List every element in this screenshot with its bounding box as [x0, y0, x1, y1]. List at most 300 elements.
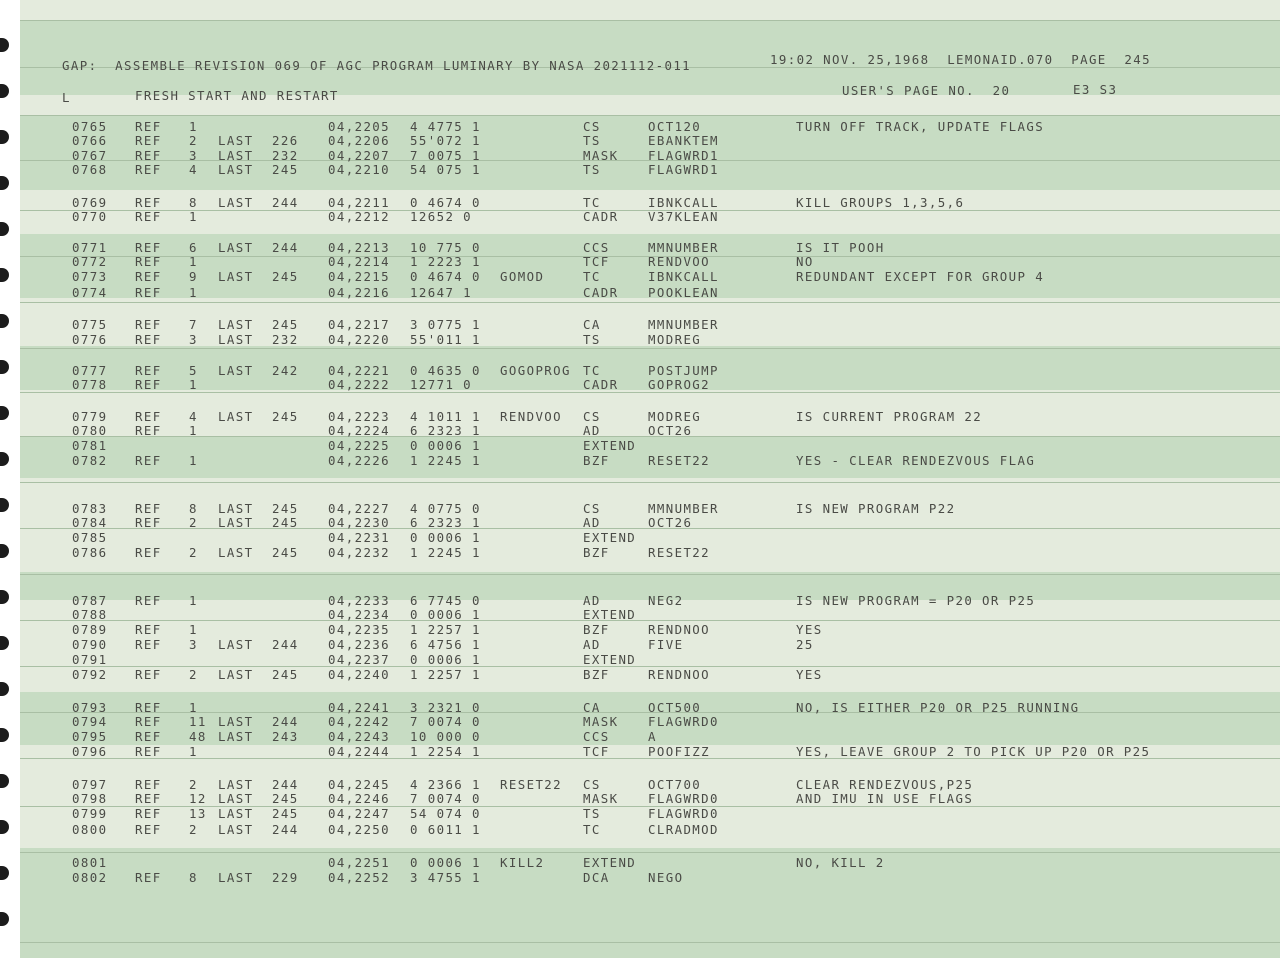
last-flag: LAST: [218, 332, 254, 347]
operand: POSTJUMP: [648, 363, 719, 378]
paper-rule: [20, 20, 1280, 21]
ref-count: 11: [189, 714, 207, 729]
paper-rule: [20, 574, 1280, 575]
line-number: 0774: [72, 285, 108, 300]
feed-hole: [0, 452, 9, 466]
code-label: GOMOD: [500, 269, 545, 284]
opcode: DCA: [583, 870, 610, 885]
line-number: 0789: [72, 622, 108, 637]
operand: MMNUMBER: [648, 501, 719, 516]
line-number: 0777: [72, 363, 108, 378]
address: 04,2213: [328, 240, 391, 255]
feed-hole: [0, 84, 9, 98]
address: 04,2223: [328, 409, 391, 424]
ref-flag: REF: [135, 148, 162, 163]
line-number: 0787: [72, 593, 108, 608]
line-number: 0769: [72, 195, 108, 210]
address: 04,2241: [328, 700, 391, 715]
ref-flag: REF: [135, 269, 162, 284]
address: 04,2244: [328, 744, 391, 759]
octal-word: 1 2245 1: [410, 453, 481, 468]
operand: POOFIZZ: [648, 744, 711, 759]
opcode: CS: [583, 409, 601, 424]
line-number: 0795: [72, 729, 108, 744]
ref-flag: REF: [135, 363, 162, 378]
last-page: 243: [272, 729, 299, 744]
octal-word: 0 0006 1: [410, 855, 481, 870]
last-flag: LAST: [218, 240, 254, 255]
feed-hole: [0, 866, 9, 880]
opcode: TCF: [583, 744, 610, 759]
line-number: 0783: [72, 501, 108, 516]
address: 04,2207: [328, 148, 391, 163]
operand: MMNUMBER: [648, 240, 719, 255]
ref-flag: REF: [135, 637, 162, 652]
ref-flag: REF: [135, 453, 162, 468]
operand: OCT500: [648, 700, 702, 715]
last-flag: LAST: [218, 822, 254, 837]
comment: TURN OFF TRACK, UPDATE FLAGS: [796, 119, 1045, 134]
line-number: 0796: [72, 744, 108, 759]
ref-count: 8: [189, 501, 198, 516]
ref-count: 7: [189, 317, 198, 332]
octal-word: 12647 1: [410, 285, 473, 300]
line-number: 0775: [72, 317, 108, 332]
address: 04,2232: [328, 545, 391, 560]
last-page: 244: [272, 637, 299, 652]
address: 04,2216: [328, 285, 391, 300]
operand: IBNKCALL: [648, 195, 719, 210]
octal-word: 7 0074 0: [410, 791, 481, 806]
ref-count: 1: [189, 423, 198, 438]
operand: NEGO: [648, 870, 684, 885]
octal-word: 3 4755 1: [410, 870, 481, 885]
last-page: 245: [272, 667, 299, 682]
last-page: 245: [272, 545, 299, 560]
address: 04,2225: [328, 438, 391, 453]
ref-flag: REF: [135, 515, 162, 530]
address: 04,2214: [328, 254, 391, 269]
opcode: AD: [583, 515, 601, 530]
ref-flag: REF: [135, 240, 162, 255]
line-number: 0785: [72, 530, 108, 545]
last-page: 242: [272, 363, 299, 378]
ref-flag: REF: [135, 622, 162, 637]
line-number: 0766: [72, 133, 108, 148]
comment: NO, KILL 2: [796, 855, 885, 870]
last-page: 226: [272, 133, 299, 148]
listing-marker: L: [62, 90, 71, 105]
opcode: CA: [583, 700, 601, 715]
last-page: 245: [272, 515, 299, 530]
opcode: CCS: [583, 729, 610, 744]
ref-flag: REF: [135, 667, 162, 682]
octal-word: 10 775 0: [410, 240, 481, 255]
opcode: EXTEND: [583, 855, 637, 870]
address: 04,2224: [328, 423, 391, 438]
line-number: 0781: [72, 438, 108, 453]
last-page: 245: [272, 806, 299, 821]
ref-flag: REF: [135, 744, 162, 759]
operand: GOPROG2: [648, 377, 711, 392]
last-flag: LAST: [218, 729, 254, 744]
operand: CLRADMOD: [648, 822, 719, 837]
feed-hole: [0, 590, 9, 604]
ref-count: 1: [189, 453, 198, 468]
ref-count: 1: [189, 285, 198, 300]
address: 04,2245: [328, 777, 391, 792]
ref-flag: REF: [135, 545, 162, 560]
last-flag: LAST: [218, 162, 254, 177]
opcode: CCS: [583, 240, 610, 255]
octal-word: 4 1011 1: [410, 409, 481, 424]
operand: NEG2: [648, 593, 684, 608]
paper-rule: [20, 348, 1280, 349]
opcode: MASK: [583, 148, 619, 163]
line-number: 0797: [72, 777, 108, 792]
opcode: TCF: [583, 254, 610, 269]
octal-word: 3 0775 1: [410, 317, 481, 332]
last-flag: LAST: [218, 269, 254, 284]
address: 04,2217: [328, 317, 391, 332]
octal-word: 7 0075 1: [410, 148, 481, 163]
paper-rule: [20, 392, 1280, 393]
last-flag: LAST: [218, 667, 254, 682]
ref-count: 1: [189, 254, 198, 269]
ref-count: 2: [189, 667, 198, 682]
operand: IBNKCALL: [648, 269, 719, 284]
operand: RESET22: [648, 545, 711, 560]
address: 04,2240: [328, 667, 391, 682]
operand: FLAGWRD1: [648, 148, 719, 163]
line-number: 0800: [72, 822, 108, 837]
address: 04,2236: [328, 637, 391, 652]
ref-flag: REF: [135, 209, 162, 224]
opcode: BZF: [583, 667, 610, 682]
octal-word: 4 4775 1: [410, 119, 481, 134]
line-number: 0801: [72, 855, 108, 870]
operand: OCT120: [648, 119, 702, 134]
ref-count: 12: [189, 791, 207, 806]
last-page: 244: [272, 777, 299, 792]
ref-count: 13: [189, 806, 207, 821]
octal-word: 4 2366 1: [410, 777, 481, 792]
octal-word: 7 0074 0: [410, 714, 481, 729]
ref-flag: REF: [135, 822, 162, 837]
last-page: 244: [272, 195, 299, 210]
opcode: CADR: [583, 209, 619, 224]
octal-word: 55'011 1: [410, 332, 481, 347]
line-number: 0792: [72, 667, 108, 682]
last-flag: LAST: [218, 545, 254, 560]
ref-flag: REF: [135, 593, 162, 608]
line-number: 0767: [72, 148, 108, 163]
line-number: 0788: [72, 607, 108, 622]
ref-flag: REF: [135, 700, 162, 715]
address: 04,2206: [328, 133, 391, 148]
operand: OCT700: [648, 777, 702, 792]
octal-word: 12652 0: [410, 209, 473, 224]
address: 04,2235: [328, 622, 391, 637]
feed-hole: [0, 406, 9, 420]
operand: OCT26: [648, 423, 693, 438]
line-number: 0776: [72, 332, 108, 347]
line-number: 0773: [72, 269, 108, 284]
address: 04,2227: [328, 501, 391, 516]
opcode: EXTEND: [583, 530, 637, 545]
feed-hole: [0, 38, 9, 52]
ref-flag: REF: [135, 729, 162, 744]
comment: YES: [796, 622, 823, 637]
operand: RENDVOO: [648, 254, 711, 269]
line-number: 0802: [72, 870, 108, 885]
octal-word: 0 4635 0: [410, 363, 481, 378]
address: 04,2247: [328, 806, 391, 821]
address: 04,2211: [328, 195, 391, 210]
comment: YES: [796, 667, 823, 682]
opcode: CADR: [583, 285, 619, 300]
ref-count: 2: [189, 822, 198, 837]
ref-flag: REF: [135, 195, 162, 210]
comment: IS NEW PROGRAM P22: [796, 501, 956, 516]
feed-hole: [0, 636, 9, 650]
ref-flag: REF: [135, 501, 162, 516]
ref-count: 2: [189, 545, 198, 560]
feed-hole: [0, 314, 9, 328]
opcode: CS: [583, 777, 601, 792]
comment: KILL GROUPS 1,3,5,6: [796, 195, 965, 210]
opcode: CADR: [583, 377, 619, 392]
ref-flag: REF: [135, 119, 162, 134]
last-page: 232: [272, 332, 299, 347]
octal-word: 0 4674 0: [410, 195, 481, 210]
opcode: TC: [583, 363, 601, 378]
address: 04,2252: [328, 870, 391, 885]
ref-count: 1: [189, 593, 198, 608]
ref-count: 8: [189, 870, 198, 885]
line-number: 0768: [72, 162, 108, 177]
line-number: 0794: [72, 714, 108, 729]
address: 04,2250: [328, 822, 391, 837]
comment: CLEAR RENDEZVOUS,P25: [796, 777, 974, 792]
last-flag: LAST: [218, 777, 254, 792]
last-flag: LAST: [218, 714, 254, 729]
ref-count: 2: [189, 133, 198, 148]
ref-count: 5: [189, 363, 198, 378]
ref-flag: REF: [135, 777, 162, 792]
ref-flag: REF: [135, 285, 162, 300]
opcode: AD: [583, 593, 601, 608]
octal-word: 6 4756 1: [410, 637, 481, 652]
octal-word: 0 4674 0: [410, 269, 481, 284]
operand: MMNUMBER: [648, 317, 719, 332]
address: 04,2237: [328, 652, 391, 667]
octal-word: 0 0006 1: [410, 530, 481, 545]
paper-rule: [20, 302, 1280, 303]
ref-flag: REF: [135, 423, 162, 438]
octal-word: 0 0006 1: [410, 607, 481, 622]
last-flag: LAST: [218, 637, 254, 652]
operand: RENDNOO: [648, 622, 711, 637]
paper-rule: [20, 620, 1280, 621]
section-title: FRESH START AND RESTART: [135, 88, 339, 103]
octal-word: 1 2254 1: [410, 744, 481, 759]
paper-rule: [20, 852, 1280, 853]
ref-count: 3: [189, 637, 198, 652]
octal-word: 0 0006 1: [410, 652, 481, 667]
operand: POOKLEAN: [648, 285, 719, 300]
last-flag: LAST: [218, 409, 254, 424]
ref-count: 1: [189, 622, 198, 637]
comment: REDUNDANT EXCEPT FOR GROUP 4: [796, 269, 1045, 284]
address: 04,2215: [328, 269, 391, 284]
ref-flag: REF: [135, 409, 162, 424]
feed-hole: [0, 682, 9, 696]
feed-hole: [0, 268, 9, 282]
octal-word: 0 0006 1: [410, 438, 481, 453]
address: 04,2220: [328, 332, 391, 347]
address: 04,2205: [328, 119, 391, 134]
comment: NO, IS EITHER P20 OR P25 RUNNING: [796, 700, 1080, 715]
operand: MODREG: [648, 332, 702, 347]
last-flag: LAST: [218, 515, 254, 530]
octal-word: 1 2223 1: [410, 254, 481, 269]
last-page: 245: [272, 317, 299, 332]
operand: FIVE: [648, 637, 684, 652]
operand: FLAGWRD0: [648, 714, 719, 729]
operand: A: [648, 729, 657, 744]
paper-rule: [20, 482, 1280, 483]
line-number: 0782: [72, 453, 108, 468]
code-label: RESET22: [500, 777, 563, 792]
operand: FLAGWRD1: [648, 162, 719, 177]
opcode: CS: [583, 501, 601, 516]
address: 04,2246: [328, 791, 391, 806]
feed-hole: [0, 728, 9, 742]
address: 04,2234: [328, 607, 391, 622]
opcode: MASK: [583, 791, 619, 806]
feed-hole: [0, 774, 9, 788]
last-flag: LAST: [218, 148, 254, 163]
last-page: 244: [272, 240, 299, 255]
last-flag: LAST: [218, 791, 254, 806]
ref-count: 1: [189, 119, 198, 134]
last-flag: LAST: [218, 195, 254, 210]
code-label: KILL2: [500, 855, 545, 870]
octal-word: 6 2323 1: [410, 423, 481, 438]
ref-count: 1: [189, 209, 198, 224]
ref-count: 3: [189, 148, 198, 163]
opcode: TS: [583, 162, 601, 177]
operand: FLAGWRD0: [648, 806, 719, 821]
comment: IS CURRENT PROGRAM 22: [796, 409, 983, 424]
operand: RESET22: [648, 453, 711, 468]
opcode: TC: [583, 269, 601, 284]
feed-hole: [0, 130, 9, 144]
operand: EBANKTEM: [648, 133, 719, 148]
opcode: TS: [583, 806, 601, 821]
octal-word: 1 2257 1: [410, 622, 481, 637]
opcode: EXTEND: [583, 652, 637, 667]
last-flag: LAST: [218, 870, 254, 885]
last-page: 245: [272, 269, 299, 284]
octal-word: 1 2245 1: [410, 545, 481, 560]
octal-word: 54 075 1: [410, 162, 481, 177]
last-page: 244: [272, 822, 299, 837]
line-number: 0798: [72, 791, 108, 806]
line-number: 0791: [72, 652, 108, 667]
opcode: AD: [583, 423, 601, 438]
last-page: 245: [272, 791, 299, 806]
feed-hole: [0, 176, 9, 190]
address: 04,2212: [328, 209, 391, 224]
ref-count: 4: [189, 162, 198, 177]
operand: FLAGWRD0: [648, 791, 719, 806]
line-number: 0790: [72, 637, 108, 652]
last-flag: LAST: [218, 806, 254, 821]
comment: NO: [796, 254, 814, 269]
octal-word: 12771 0: [410, 377, 473, 392]
line-number: 0771: [72, 240, 108, 255]
ref-flag: REF: [135, 377, 162, 392]
last-flag: LAST: [218, 363, 254, 378]
last-page: 245: [272, 501, 299, 516]
address: 04,2251: [328, 855, 391, 870]
feed-hole: [0, 360, 9, 374]
address: 04,2243: [328, 729, 391, 744]
line-number: 0799: [72, 806, 108, 821]
operand: MODREG: [648, 409, 702, 424]
line-number: 0780: [72, 423, 108, 438]
ref-count: 1: [189, 700, 198, 715]
paper-rule: [20, 942, 1280, 943]
feed-hole: [0, 912, 9, 926]
address: 04,2233: [328, 593, 391, 608]
address: 04,2226: [328, 453, 391, 468]
opcode: BZF: [583, 622, 610, 637]
address: 04,2210: [328, 162, 391, 177]
feed-hole: [0, 820, 9, 834]
line-number: 0772: [72, 254, 108, 269]
ref-flag: REF: [135, 133, 162, 148]
address: 04,2242: [328, 714, 391, 729]
octal-word: 6 2323 1: [410, 515, 481, 530]
page-code: E3 S3: [1073, 82, 1118, 97]
octal-word: 4 0775 0: [410, 501, 481, 516]
opcode: BZF: [583, 453, 610, 468]
code-label: RENDVOO: [500, 409, 563, 424]
comment: AND IMU IN USE FLAGS: [796, 791, 974, 806]
feed-hole: [0, 544, 9, 558]
line-number: 0784: [72, 515, 108, 530]
line-number: 0770: [72, 209, 108, 224]
opcode: CA: [583, 317, 601, 332]
octal-word: 10 000 0: [410, 729, 481, 744]
listing-header-left: GAP: ASSEMBLE REVISION 069 OF AGC PROGRAM LUMINARY BY NASA 2021112-011: [62, 58, 692, 73]
ref-count: 6: [189, 240, 198, 255]
line-number: 0765: [72, 119, 108, 134]
ref-flag: REF: [135, 791, 162, 806]
tractor-feed-margin: [0, 0, 20, 958]
ref-count: 4: [189, 409, 198, 424]
ref-flag: REF: [135, 714, 162, 729]
opcode: BZF: [583, 545, 610, 560]
ref-flag: REF: [135, 870, 162, 885]
code-label: GOGOPROG: [500, 363, 571, 378]
line-number: 0786: [72, 545, 108, 560]
last-page: 244: [272, 714, 299, 729]
opcode: MASK: [583, 714, 619, 729]
